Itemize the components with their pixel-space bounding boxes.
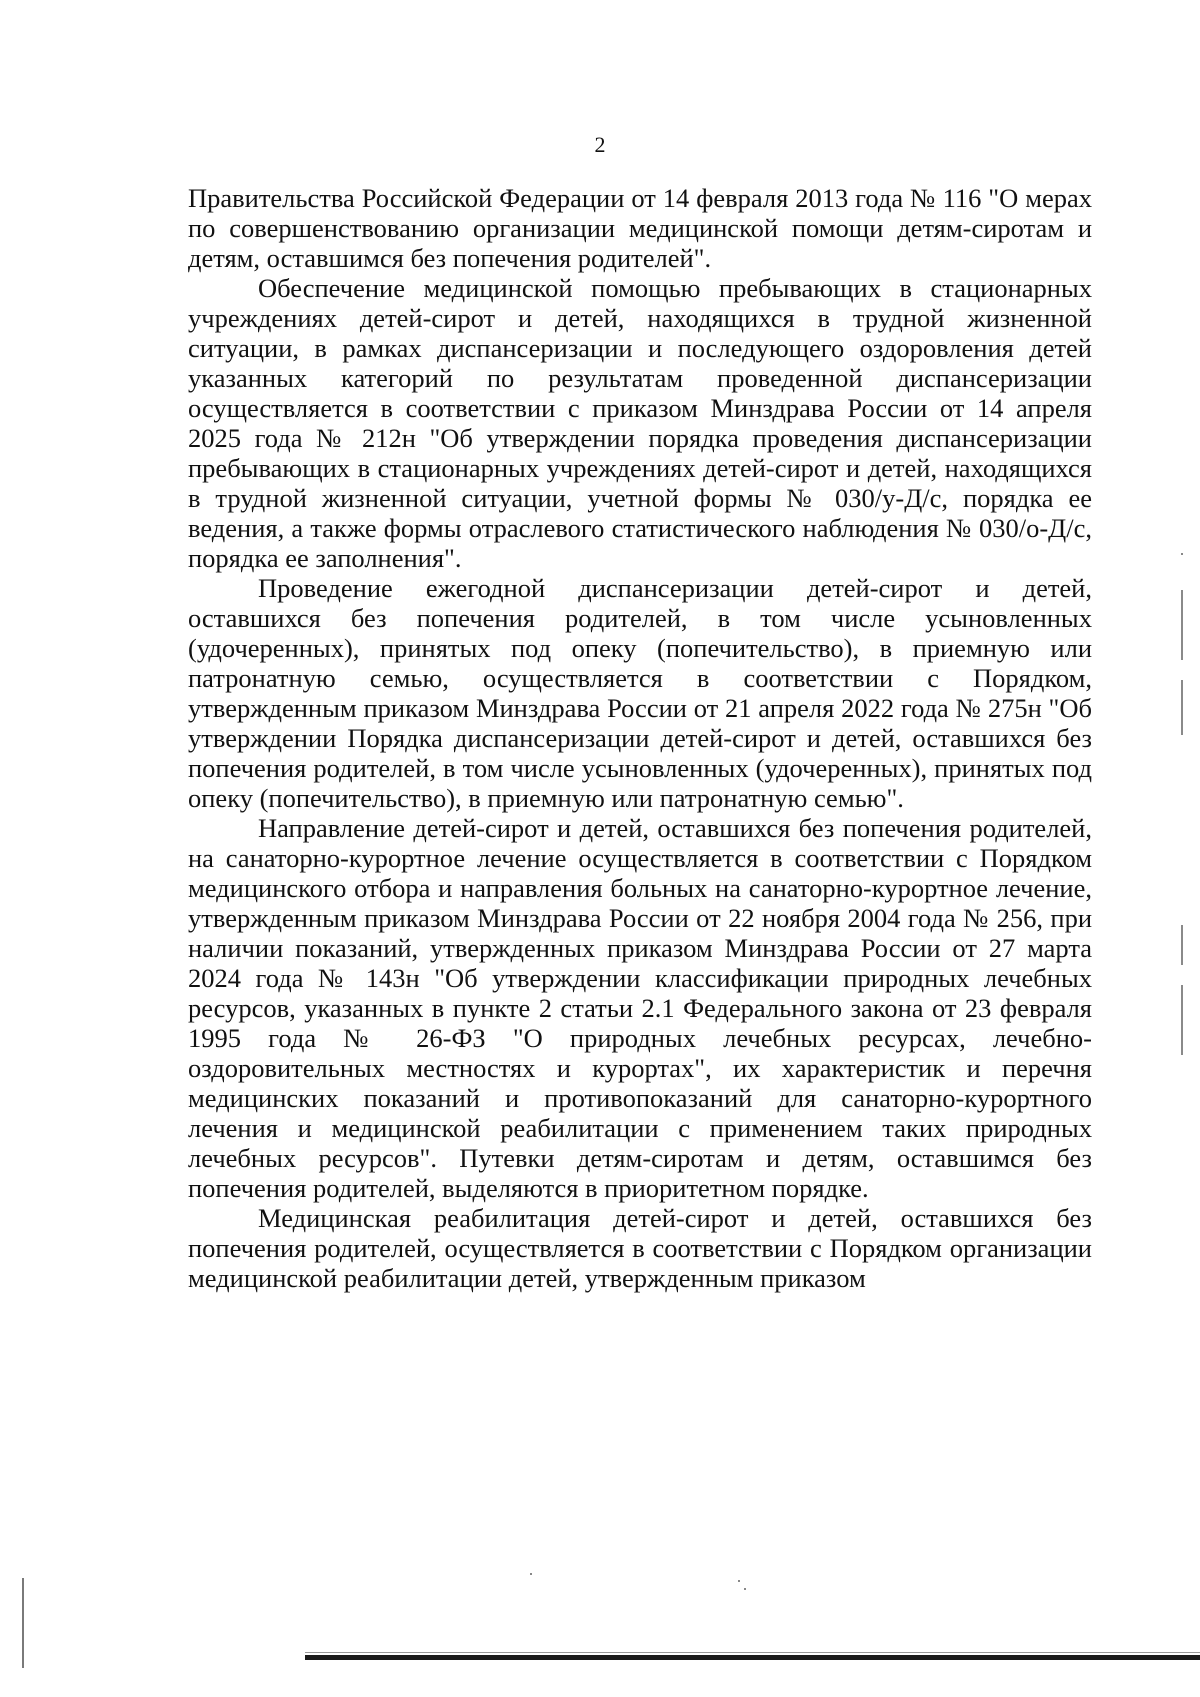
- paragraph-continuation: Правительства Российской Федерации от 14 февраля 2013 года № 116 "О мерах по совершенствованию организации медицинской помощи детям-сиротам и детям, оставшимся без попечения родителей".: [188, 183, 1092, 273]
- paragraph-medical-care-stationary: Обеспечение медицинской помощью пребывающих в стационарных учреждениях детей-сирот и детей, находящихся в трудной жизненной ситуации, в рамках диспансеризации и последующего оздоровления детей указанных категорий по результатам проведенной диспансеризации осуществляется в соответствии с приказом Минздрава России от 14 апреля 2025 года № 212н "Об утверждении порядка проведения диспансеризации пребывающих в стационарных учреждениях детей-сирот и детей, находящихся в трудной жизненной ситуации, учетной формы № 030/у-Д/с, порядка ее ведения, а также формы отраслевого статистического наблюдения № 030/о-Д/с, порядка ее заполнения".: [188, 273, 1092, 573]
- paragraph-medical-rehabilitation: Медицинская реабилитация детей-сирот и детей, оставшихся без попечения родителей, осуществляется в соответствии с Порядком организации медицинской реабилитации детей, утвержденным приказом: [188, 1203, 1092, 1293]
- paragraph-annual-dispensarization: Проведение ежегодной диспансеризации детей-сирот и детей, оставшихся без попечения родителей, в том числе усыновленных (удочеренных), принятых под опеку (попечительство), в приемную или патронатную семью, осуществляется в соответствии с Порядком, утвержденным приказом Минздрава России от 21 апреля 2022 года № 275н "Об утверждении Порядка диспансеризации детей-сирот и детей, оставшихся без попечения родителей, в том числе усыновленных (удочеренных), принятых под опеку (попечительство), в приемную или патронатную семью".: [188, 573, 1092, 813]
- paragraph-sanatorium-treatment: Направление детей-сирот и детей, оставшихся без попечения родителей, на санаторно-курортное лечение осуществляется в соответствии с Порядком медицинского отбора и направления больных на санаторно-курортное лечение, утвержденным приказом Минздрава России от 22 ноября 2004 года № 256, при наличии показаний, утвержденных приказом Минздрава России от 27 марта 2024 года № 143н "Об утверждении классификации природных лечебных ресурсов, указанных в пункте 2 статьи 2.1 Федерального закона от 23 февраля 1995 года № 26-ФЗ "О природных лечебных ресурсах, лечебно-оздоровительных местностях и курортах", их характеристик и перечня медицинских показаний и противопоказаний для санаторно-курортного лечения и медицинской реабилитации с применением таких природных лечебных ресурсов". Путевки детям-сиротам и детям, оставшимся без попечения родителей, выделяются в приоритетном порядке.: [188, 813, 1092, 1203]
- scan-speck: [530, 1573, 532, 1575]
- scan-margin-mark: [1181, 985, 1183, 1055]
- scan-margin-mark: [22, 1578, 24, 1668]
- scan-edge-line: [305, 1655, 1200, 1660]
- scan-speck: [738, 1580, 740, 1582]
- page-number: 2: [594, 132, 606, 157]
- scan-speck: [1181, 553, 1183, 555]
- scan-margin-mark: [1181, 590, 1183, 660]
- scan-margin-mark: [1181, 680, 1183, 735]
- scan-margin-mark: [1181, 925, 1183, 965]
- scan-speck: [744, 1588, 746, 1590]
- document-body: [188, 183, 1092, 1293]
